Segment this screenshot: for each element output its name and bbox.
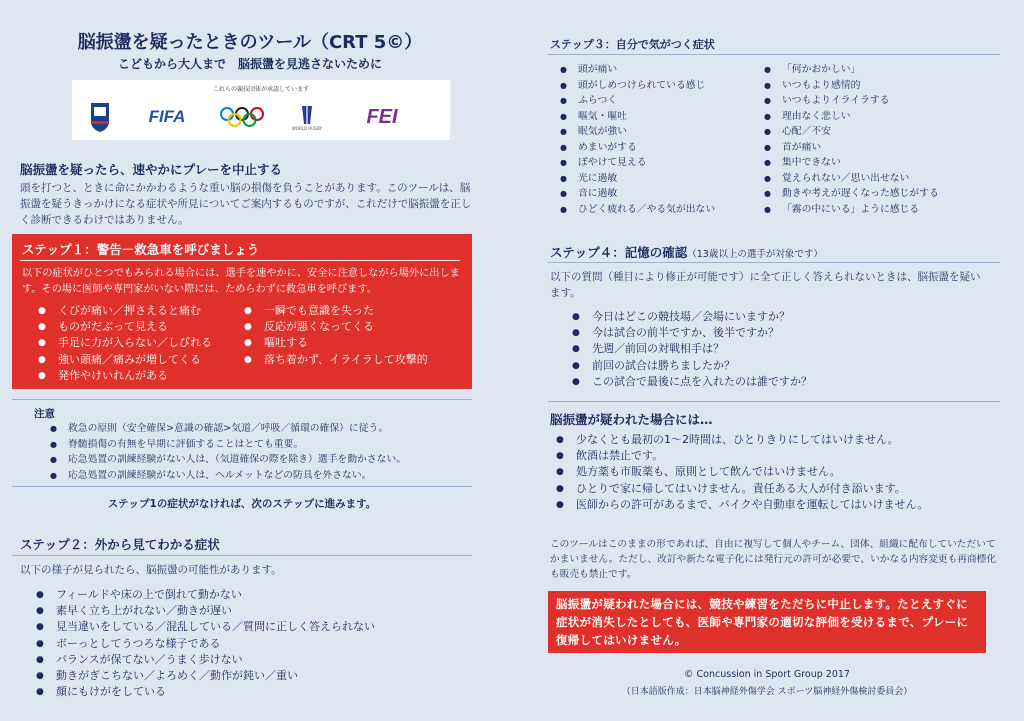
step3-heading: ステップ３：自分で気がつく症状 (550, 38, 715, 51)
logo-banner (72, 80, 450, 140)
list-item: ● この試合で最後に点を入れたのは誰ですか？ (572, 374, 812, 390)
list-item: ● 飲酒は禁止です。 (556, 448, 928, 464)
logos-caption: これらの競技団体が承認しています (212, 86, 309, 93)
suspected-list (556, 432, 928, 513)
page-subtitle: こどもから大人まで 脳振盪を見逃さないために (117, 57, 382, 71)
list-item: ● 顔にもけがをしている (36, 684, 375, 700)
list-item: ● 反応が悪くなってくる (244, 319, 428, 335)
notes-heading: 注意 (34, 408, 55, 420)
list-item: ● 処方薬も市販薬も、原則として飲んではいけません。 (556, 464, 928, 480)
divider (12, 555, 472, 556)
list-item: ● くびが痛い／押さえると痛む (38, 303, 212, 319)
divider (548, 401, 1000, 402)
list-item: ● 見当違いをしている／混乱している／質問に正しく答えられない (36, 619, 375, 635)
divider (548, 54, 1000, 55)
warning-box (548, 591, 986, 653)
list-item: ● 救急の原則（安全確保>意識の確認>気道／呼吸／循環の確保）に従う。 (50, 421, 406, 437)
step1-left-list (38, 303, 212, 384)
ice-hockey-logo (82, 100, 118, 134)
list-item: ● 動きや考えが遅くなった感じがする (764, 186, 939, 202)
list-item: ● 「何かおかしい」 (764, 62, 939, 78)
step1-divider (20, 260, 460, 261)
next-step-note: ステップ1の症状がなければ、次のステップに進みます。 (107, 498, 377, 510)
list-item: ● ふらつく (560, 93, 715, 109)
list-item: ● 動きがぎこちない／よろめく／動作が鈍い／重い (36, 668, 375, 684)
fei-logo: FEI (366, 105, 398, 128)
notes-list (50, 421, 406, 483)
list-item: ● 強い頭痛／痛みが増してくる (38, 352, 212, 368)
olympic-rings-logo (212, 100, 272, 134)
step1-heading: ステップ１：警告－救急車を呼びましょう (22, 242, 260, 257)
list-item: ● ものがだぶって見える (38, 319, 212, 335)
list-item: ● 少なくとも最初の1～2時間は、ひとりきりにしてはいけません。 (556, 432, 928, 448)
step3-right-list (764, 62, 939, 217)
list-item: ● ぼやけて見える (560, 155, 715, 171)
step2-list (36, 587, 375, 700)
list-item: ● 嘔吐する (244, 335, 428, 351)
list-item: ● 「霧の中にいる」ように感じる (764, 202, 939, 218)
list-item: ● 一瞬でも意識を失った (244, 303, 428, 319)
world-rugby-logo: WORLD RUGBY (287, 100, 327, 134)
step4-body: 以下の質問（種目により修正が可能です）に全て正しく答えられないときは、脳振盪を疑います。 (550, 271, 981, 299)
list-item: ● ボーっとしてうつろな様子である (36, 636, 375, 652)
list-item: ● 発作やけいれんがある (38, 368, 212, 384)
license-text: このツールはこのままの形であれば、自由に複写して個人やチーム、団体、組織に配布していただいてかまいません。ただし、改訂や新たな電子化には発行元の許可が必要で、いかなる内容変更も再商標化も販売も禁止です。 (550, 539, 997, 580)
step2-heading: ステップ２：外から見てわかる症状 (20, 537, 220, 552)
list-item: ● めまいがする (560, 140, 715, 156)
list-item: ● 頭が痛い (560, 62, 715, 78)
list-item: ● 光に過敏 (560, 171, 715, 187)
list-item: ● 手足に力が入らない／しびれる (38, 335, 212, 351)
page-title: 脳振盪を疑ったときのツール（CRT 5©） (77, 32, 423, 53)
step2-body: 以下の様子が見られたら、脳振盪の可能性があります。 (20, 564, 282, 576)
list-item: ● 覚えられない／思い出せない (764, 171, 939, 187)
step1-right-list (244, 303, 428, 368)
list-item: ● フィールドや床の上で倒れて動かない (36, 587, 375, 603)
warning-text: 脳振盪が疑われた場合には、競技や練習をただちに中止します。たとえすぐに症状が消失したとしても、医師や専門家の適切な評価を受けるまで、プレーに復帰してはいけません。 (556, 597, 969, 647)
list-item: ● 落ち着かず、イライラして攻撃的 (244, 352, 428, 368)
list-item: ● ひどく疲れる／やる気が出ない (560, 202, 715, 218)
copyright: © Concussion in Sport Group 2017 (684, 669, 850, 680)
step1-box (12, 234, 472, 389)
step4-heading (550, 243, 823, 261)
list-item: ● バランスが保てない／うまく歩けない (36, 652, 375, 668)
list-item: ● いつもよりイライラする (764, 93, 939, 109)
step1-body: 以下の症状がひとつでもみられる場合には、選手を速やかに、安全に注意しながら場外に出します。その場に医師や専門家がいない際には、ためらわずに救急車を呼びます。 (22, 268, 460, 295)
divider (12, 486, 472, 487)
list-item: ● 首が痛い (764, 140, 939, 156)
list-item: ● 嘔気・嘔吐 (560, 109, 715, 125)
list-item: ● 素早く立ち上がれない／動きが遅い (36, 603, 375, 619)
list-item: ● ひとりで家に帰してはいけません。責任ある大人が付き添います。 (556, 481, 928, 497)
list-item: ● 眠気が強い (560, 124, 715, 140)
list-item: ● 脊髄損傷の有無を早期に評価することはとても重要。 (50, 437, 406, 453)
divider (12, 399, 472, 400)
translation-credit: （日本語版作成：日本脳神経外傷学会 スポーツ脳神経外傷検討委員会） (621, 687, 913, 697)
list-item: ● 医師からの許可があるまで、バイクや自動車を運転してはいけません。 (556, 497, 928, 513)
section1-heading: 脳振盪を疑ったら、速やかにプレーを中止する (20, 162, 283, 177)
step3-left-list (560, 62, 715, 217)
list-item: ● 心配／不安 (764, 124, 939, 140)
fifa-logo: FIFA (148, 107, 186, 126)
list-item: ● 理由なく悲しい (764, 109, 939, 125)
step4-title: ステップ４：記憶の確認 (550, 245, 688, 260)
list-item: ● 集中できない (764, 155, 939, 171)
divider (548, 262, 1000, 263)
list-item: ● 先週／前回の対戦相手は？ (572, 341, 812, 357)
step4-age-note: （13歳以上の選手が対象です） (687, 249, 823, 260)
list-item: ● 応急処置の訓練経験がない人は、（気道確保の際を除き）選手を動かさない。 (50, 452, 406, 468)
section1-body: 頭を打つと、ときに命にかかわるような重い脳の損傷を負うことがあります。このツールは、脳振盪を疑うきっかけになる症状や所見についてご案内するものですが、これだけで脳振盪を正しく診断できるわけではありません。 (20, 182, 472, 226)
list-item: ● 頭がしめつけられている感じ (560, 78, 715, 94)
list-item: ● 音に過敏 (560, 186, 715, 202)
list-item: ● 前回の試合は勝ちましたか？ (572, 358, 812, 374)
step4-list (572, 309, 812, 390)
suspected-heading: 脳振盪が疑われた場合には… (550, 412, 713, 427)
list-item: ● 今は試合の前半ですか、後半ですか？ (572, 325, 812, 341)
list-item: ● 今日はどこの競技場／会場にいますか？ (572, 309, 812, 325)
list-item: ● いつもより感情的 (764, 78, 939, 94)
list-item: ● 応急処置の訓練経験がない人は、ヘルメットなどの防具を外さない。 (50, 468, 406, 484)
